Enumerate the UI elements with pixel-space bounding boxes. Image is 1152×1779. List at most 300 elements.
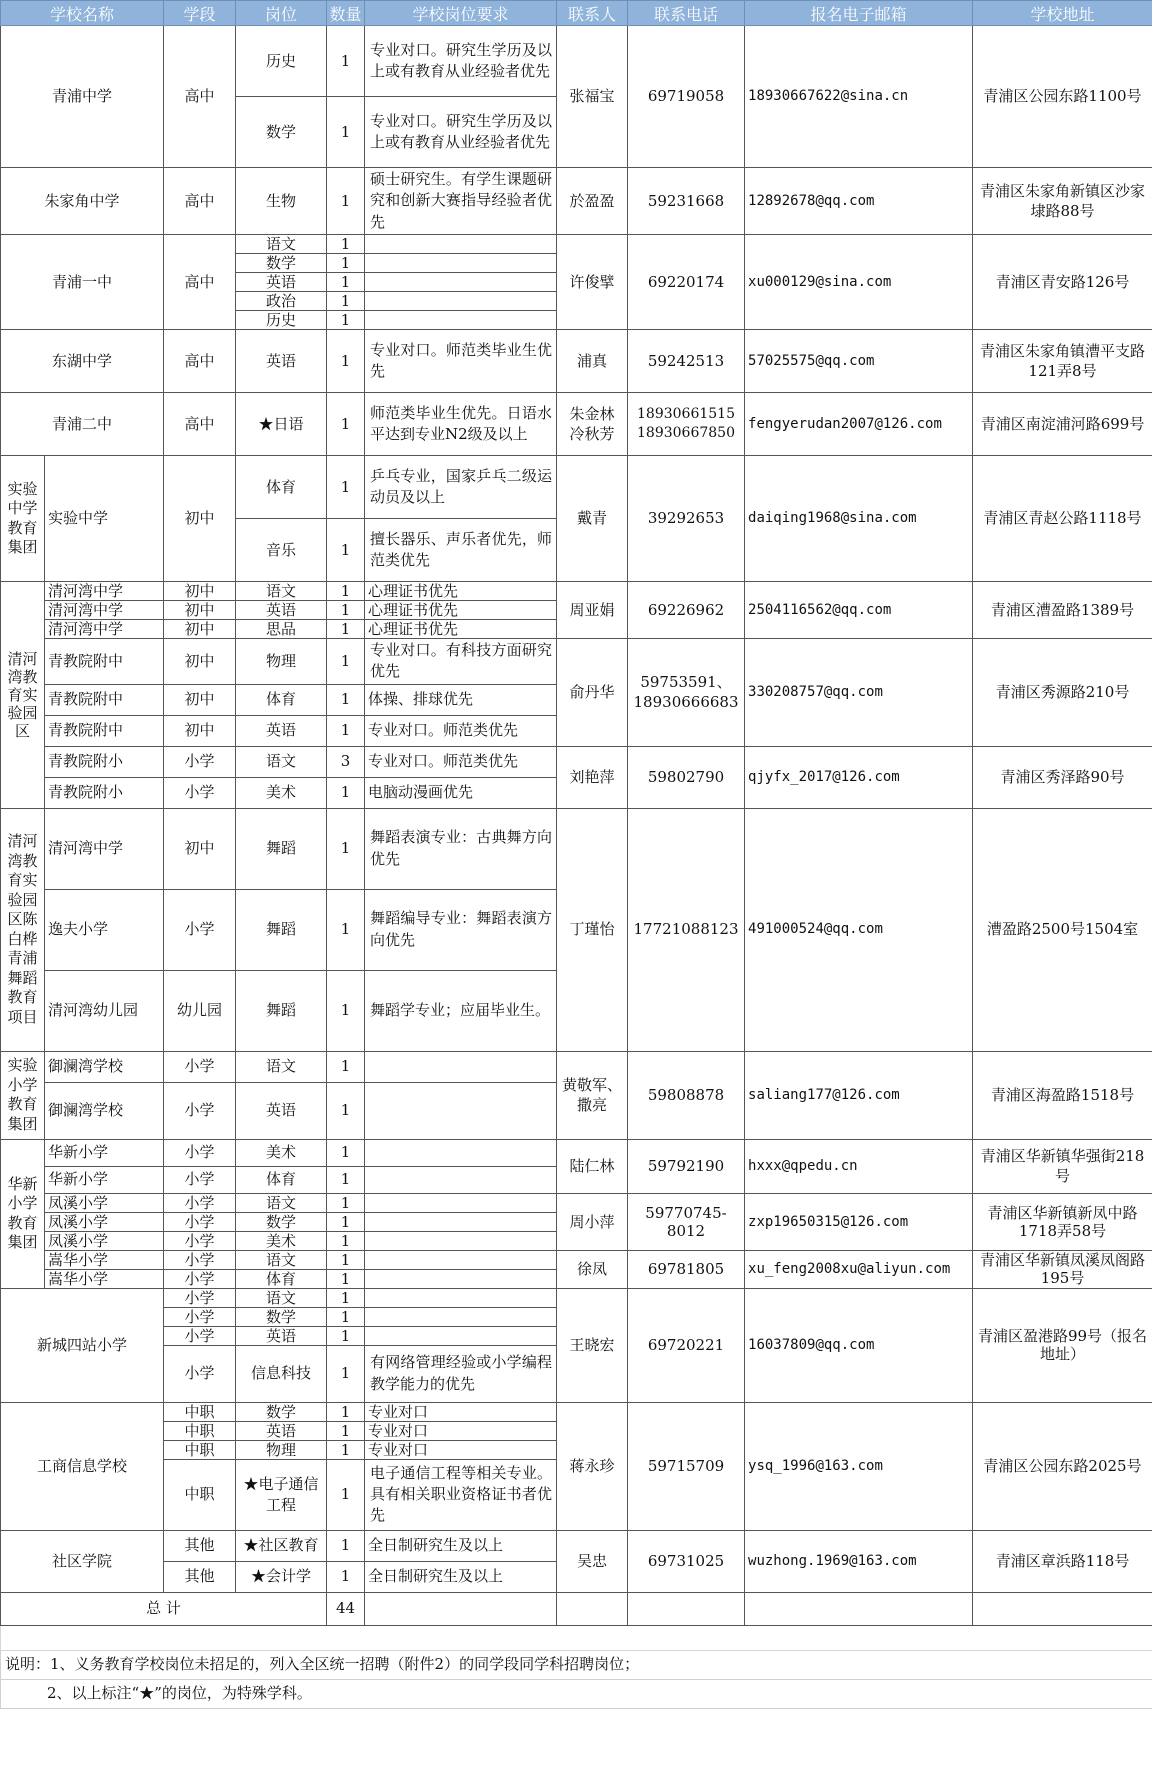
- stage-cell: 高中: [164, 235, 236, 330]
- table-row: [1, 1193, 1152, 1212]
- contact-cell: 黄敬军、撒亮: [557, 1051, 628, 1139]
- count-cell: 1: [327, 235, 365, 254]
- group-name: 华新小学教育集团: [1, 1139, 45, 1288]
- school-name: 清河湾中学: [45, 601, 164, 620]
- stage-cell: 高中: [164, 26, 236, 168]
- post-cell: 思品: [236, 620, 327, 639]
- requirement-cell: [365, 1193, 557, 1212]
- phone-cell: 18930661515 18930667850: [628, 393, 745, 456]
- address-cell: 青浦区公园东路2025号: [973, 1402, 1152, 1530]
- email-cell: 12892678@qq.com: [745, 168, 973, 235]
- total-empty: [557, 1592, 628, 1625]
- address-cell: 青浦区青赵公路1118号: [973, 456, 1152, 582]
- count-cell: 1: [327, 393, 365, 456]
- email-cell: 491000524@qq.com: [745, 808, 973, 1051]
- phone-cell: 59231668: [628, 168, 745, 235]
- header-school-name: 学校名称: [1, 1, 164, 26]
- requirement-cell: 乒乓专业，国家乒乓二级运动员及以上: [365, 456, 557, 519]
- post-cell: 语文: [236, 582, 327, 601]
- contact-cell: 徐凤: [557, 1250, 628, 1288]
- school-name: 青浦二中: [1, 393, 164, 456]
- note-line-2: 2、以上标注“★”的岗位，为特殊学科。: [1, 1679, 1152, 1708]
- school-name: 逸夫小学: [45, 889, 164, 970]
- school-name: 青教院附小: [45, 777, 164, 808]
- stage-cell: 初中: [164, 601, 236, 620]
- contact-cell: 戴青: [557, 456, 628, 582]
- post-cell: 英语: [236, 715, 327, 746]
- phone-cell: 69719058: [628, 26, 745, 168]
- count-cell: 1: [327, 292, 365, 311]
- requirement-cell: [365, 1166, 557, 1193]
- school-name: 青教院附中: [45, 684, 164, 715]
- school-name: 清河湾中学: [45, 582, 164, 601]
- email-cell: daiqing1968@sina.com: [745, 456, 973, 582]
- post-cell: 体育: [236, 456, 327, 519]
- school-name: 朱家角中学: [1, 168, 164, 235]
- count-cell: 1: [327, 1561, 365, 1592]
- stage-cell: 其他: [164, 1561, 236, 1592]
- post-cell: 美术: [236, 1139, 327, 1166]
- address-cell: 青浦区朱家角新镇区沙家埭路88号: [973, 168, 1152, 235]
- count-cell: 1: [327, 1459, 365, 1530]
- count-cell: 1: [327, 1326, 365, 1345]
- contact-cell: 许俊擘: [557, 235, 628, 330]
- count-cell: 1: [327, 1345, 365, 1402]
- school-name: 社区学院: [1, 1530, 164, 1592]
- count-cell: 1: [327, 1288, 365, 1307]
- total-count: 44: [327, 1592, 365, 1625]
- post-cell: ★会计学: [236, 1561, 327, 1592]
- post-cell: 音乐: [236, 519, 327, 582]
- stage-cell: 小学: [164, 777, 236, 808]
- table-row: [1, 393, 1152, 456]
- stage-cell: 小学: [164, 1326, 236, 1345]
- school-name: 凤溪小学: [45, 1231, 164, 1250]
- contact-cell: 周小萍: [557, 1193, 628, 1250]
- count-cell: 1: [327, 1269, 365, 1288]
- address-cell: 青浦区朱家角镇漕平支路121弄8号: [973, 330, 1152, 393]
- post-cell: 英语: [236, 1421, 327, 1440]
- address-cell: 青浦区华新镇新凤中路1718弄58号: [973, 1193, 1152, 1250]
- requirement-cell: 专业对口: [365, 1440, 557, 1459]
- stage-cell: 小学: [164, 1269, 236, 1288]
- count-cell: 1: [327, 168, 365, 235]
- table-row: [1, 1139, 1152, 1166]
- stage-cell: 初中: [164, 620, 236, 639]
- table-row: [1, 26, 1152, 97]
- table-row: [1, 746, 1152, 777]
- school-name: 华新小学: [45, 1139, 164, 1166]
- requirement-cell: 专业对口。研究生学历及以上或有教育从业经验者优先: [365, 26, 557, 97]
- table-row: [1, 1250, 1152, 1269]
- email-cell: 2504116562@qq.com: [745, 582, 973, 639]
- requirement-cell: [365, 235, 557, 254]
- count-cell: 1: [327, 715, 365, 746]
- count-cell: 1: [327, 601, 365, 620]
- table-row: [1, 808, 1152, 889]
- email-cell: hxxx@qpedu.cn: [745, 1139, 973, 1193]
- school-name: 新城四站小学: [1, 1288, 164, 1402]
- stage-cell: 小学: [164, 1166, 236, 1193]
- contact-cell: 朱金林 冷秋芳: [557, 393, 628, 456]
- address-cell: 青浦区青安路126号: [973, 235, 1152, 330]
- school-name: 青教院附小: [45, 746, 164, 777]
- address-cell: 青浦区公园东路1100号: [973, 26, 1152, 168]
- post-cell: 英语: [236, 273, 327, 292]
- phone-cell: 59715709: [628, 1402, 745, 1530]
- count-cell: 1: [327, 684, 365, 715]
- stage-cell: 高中: [164, 393, 236, 456]
- header-requirement: 学校岗位要求: [365, 1, 557, 26]
- count-cell: 1: [327, 1421, 365, 1440]
- email-cell: xu_feng2008xu@aliyun.com: [745, 1250, 973, 1288]
- school-name: 御澜湾学校: [45, 1082, 164, 1139]
- post-cell: 英语: [236, 1326, 327, 1345]
- requirement-cell: 体操、排球优先: [365, 684, 557, 715]
- email-cell: zxp19650315@126.com: [745, 1193, 973, 1250]
- count-cell: 1: [327, 254, 365, 273]
- address-cell: 青浦区章浜路118号: [973, 1530, 1152, 1592]
- phone-cell: 69781805: [628, 1250, 745, 1288]
- count-cell: 1: [327, 1307, 365, 1326]
- requirement-cell: [365, 273, 557, 292]
- count-cell: 1: [327, 889, 365, 970]
- address-cell: 青浦区华新镇凤溪凤阁路195号: [973, 1250, 1152, 1288]
- school-name: 嵩华小学: [45, 1269, 164, 1288]
- count-cell: 1: [327, 1082, 365, 1139]
- requirement-cell: 电脑动漫画优先: [365, 777, 557, 808]
- requirement-cell: [365, 1326, 557, 1345]
- email-cell: fengyerudan2007@126.com: [745, 393, 973, 456]
- requirement-cell: [365, 1307, 557, 1326]
- table-row: [1, 1402, 1152, 1421]
- post-cell: 政治: [236, 292, 327, 311]
- count-cell: 1: [327, 582, 365, 601]
- post-cell: 生物: [236, 168, 327, 235]
- contact-cell: 张福宝: [557, 26, 628, 168]
- count-cell: 1: [327, 1402, 365, 1421]
- requirement-cell: 硕士研究生。有学生课题研究和创新大赛指导经验者优先: [365, 168, 557, 235]
- school-name: 青教院附中: [45, 715, 164, 746]
- requirement-cell: 师范类毕业生优先。日语水平达到专业N2级及以上: [365, 393, 557, 456]
- header-email: 报名电子邮箱: [745, 1, 973, 26]
- count-cell: 3: [327, 746, 365, 777]
- requirement-cell: 舞蹈表演专业：古典舞方向优先: [365, 808, 557, 889]
- requirement-cell: [365, 254, 557, 273]
- table-row: [1, 330, 1152, 393]
- total-empty: [745, 1592, 973, 1625]
- school-name: 凤溪小学: [45, 1193, 164, 1212]
- phone-cell: 59808878: [628, 1051, 745, 1139]
- stage-cell: 小学: [164, 1139, 236, 1166]
- count-cell: 1: [327, 1193, 365, 1212]
- phone-cell: 69720221: [628, 1288, 745, 1402]
- stage-cell: 初中: [164, 715, 236, 746]
- post-cell: 历史: [236, 311, 327, 330]
- school-name: 清河湾幼儿园: [45, 970, 164, 1051]
- school-name: 华新小学: [45, 1166, 164, 1193]
- post-cell: 体育: [236, 684, 327, 715]
- phone-cell: 69220174: [628, 235, 745, 330]
- blank-row: [1, 1625, 1152, 1650]
- stage-cell: 小学: [164, 1307, 236, 1326]
- count-cell: 1: [327, 620, 365, 639]
- contact-cell: 陆仁林: [557, 1139, 628, 1193]
- count-cell: 1: [327, 1139, 365, 1166]
- table-row: [1, 639, 1152, 685]
- header-phone: 联系电话: [628, 1, 745, 26]
- count-cell: 1: [327, 970, 365, 1051]
- stage-cell: 初中: [164, 684, 236, 715]
- address-cell: 青浦区秀泽路90号: [973, 746, 1152, 808]
- requirement-cell: [365, 1231, 557, 1250]
- post-cell: ★日语: [236, 393, 327, 456]
- header-contact: 联系人: [557, 1, 628, 26]
- post-cell: 数学: [236, 1402, 327, 1421]
- post-cell: 语文: [236, 746, 327, 777]
- school-name: 青浦中学: [1, 26, 164, 168]
- count-cell: 1: [327, 808, 365, 889]
- post-cell: 英语: [236, 601, 327, 620]
- count-cell: 1: [327, 311, 365, 330]
- count-cell: 1: [327, 1440, 365, 1459]
- requirement-cell: [365, 1288, 557, 1307]
- school-name: 青浦一中: [1, 235, 164, 330]
- address-cell: 漕盈路2500号1504室: [973, 808, 1152, 1051]
- requirement-cell: [365, 1212, 557, 1231]
- blank-cell: [1, 1625, 1152, 1650]
- post-cell: 数学: [236, 254, 327, 273]
- school-name: 御澜湾学校: [45, 1051, 164, 1082]
- count-cell: 1: [327, 273, 365, 292]
- post-cell: ★社区教育: [236, 1530, 327, 1561]
- stage-cell: 小学: [164, 1345, 236, 1402]
- post-cell: 语文: [236, 1250, 327, 1269]
- address-cell: 青浦区华新镇华强街218号: [973, 1139, 1152, 1193]
- table-row: [1, 1530, 1152, 1561]
- count-cell: 1: [327, 639, 365, 685]
- email-cell: qjyfx_2017@126.com: [745, 746, 973, 808]
- stage-cell: 初中: [164, 639, 236, 685]
- stage-cell: 初中: [164, 582, 236, 601]
- requirement-cell: 有网络管理经验或小学编程教学能力的优先: [365, 1345, 557, 1402]
- post-cell: 舞蹈: [236, 808, 327, 889]
- address-cell: 青浦区漕盈路1389号: [973, 582, 1152, 639]
- group-name: 清河湾教育实验园区: [1, 582, 45, 809]
- stage-cell: 高中: [164, 168, 236, 235]
- post-cell: 语文: [236, 235, 327, 254]
- requirement-cell: [365, 1269, 557, 1288]
- stage-cell: 中职: [164, 1402, 236, 1421]
- email-cell: wuzhong.1969@163.com: [745, 1530, 973, 1592]
- email-cell: ysq_1996@163.com: [745, 1402, 973, 1530]
- requirement-cell: [365, 1250, 557, 1269]
- requirement-cell: 心理证书优先: [365, 582, 557, 601]
- count-cell: 1: [327, 1231, 365, 1250]
- stage-cell: 中职: [164, 1421, 236, 1440]
- count-cell: 1: [327, 330, 365, 393]
- count-cell: 1: [327, 1530, 365, 1561]
- stage-cell: 初中: [164, 808, 236, 889]
- stage-cell: 初中: [164, 456, 236, 582]
- requirement-cell: [365, 292, 557, 311]
- stage-cell: 小学: [164, 889, 236, 970]
- post-cell: 语文: [236, 1193, 327, 1212]
- email-cell: saliang177@126.com: [745, 1051, 973, 1139]
- school-name: 嵩华小学: [45, 1250, 164, 1269]
- requirement-cell: [365, 1139, 557, 1166]
- post-cell: 语文: [236, 1051, 327, 1082]
- email-cell: 18930667622@sina.cn: [745, 26, 973, 168]
- requirement-cell: 专业对口。师范类毕业生优先: [365, 330, 557, 393]
- table-row: [1, 235, 1152, 254]
- requirement-cell: 专业对口: [365, 1402, 557, 1421]
- phone-cell: 59242513: [628, 330, 745, 393]
- post-cell: 舞蹈: [236, 970, 327, 1051]
- phone-cell: 39292653: [628, 456, 745, 582]
- phone-cell: 69226962: [628, 582, 745, 639]
- post-cell: 体育: [236, 1269, 327, 1288]
- post-cell: 美术: [236, 777, 327, 808]
- contact-cell: 周亚娟: [557, 582, 628, 639]
- stage-cell: 小学: [164, 1193, 236, 1212]
- requirement-cell: 全日制研究生及以上: [365, 1530, 557, 1561]
- email-cell: xu000129@sina.com: [745, 235, 973, 330]
- note-line-1: 说明：1、义务教育学校岗位未招足的，列入全区统一招聘（附件2）的同学段同学科招聘岗位；: [1, 1650, 1152, 1679]
- phone-cell: 69731025: [628, 1530, 745, 1592]
- school-name: 清河湾中学: [45, 808, 164, 889]
- stage-cell: 小学: [164, 1212, 236, 1231]
- requirement-cell: 全日制研究生及以上: [365, 1561, 557, 1592]
- post-cell: 信息科技: [236, 1345, 327, 1402]
- count-cell: 1: [327, 26, 365, 97]
- contact-cell: 刘艳萍: [557, 746, 628, 808]
- school-name: 实验中学: [45, 456, 164, 582]
- stage-cell: 小学: [164, 1082, 236, 1139]
- group-name: 实验中学教育集团: [1, 456, 45, 582]
- requirement-cell: 舞蹈学专业；应届毕业生。: [365, 970, 557, 1051]
- requirement-cell: 专业对口。师范类优先: [365, 715, 557, 746]
- stage-cell: 小学: [164, 1250, 236, 1269]
- requirement-cell: 心理证书优先: [365, 601, 557, 620]
- count-cell: 1: [327, 777, 365, 808]
- stage-cell: 中职: [164, 1440, 236, 1459]
- table-row: [1, 1288, 1152, 1307]
- post-cell: 物理: [236, 639, 327, 685]
- post-cell: 英语: [236, 1082, 327, 1139]
- header-post: 岗位: [236, 1, 327, 26]
- address-cell: 青浦区南淀浦河路699号: [973, 393, 1152, 456]
- count-cell: 1: [327, 456, 365, 519]
- school-name: 东湖中学: [1, 330, 164, 393]
- stage-cell: 小学: [164, 1288, 236, 1307]
- address-cell: 青浦区盈港路99号（报名地址）: [973, 1288, 1152, 1402]
- header-row: [1, 1, 1152, 26]
- stage-cell: 高中: [164, 330, 236, 393]
- table-row: [1, 456, 1152, 519]
- phone-cell: 59792190: [628, 1139, 745, 1193]
- total-empty: [973, 1592, 1152, 1625]
- address-cell: 青浦区海盈路1518号: [973, 1051, 1152, 1139]
- requirement-cell: 舞蹈编导专业：舞蹈表演方向优先: [365, 889, 557, 970]
- count-cell: 1: [327, 1212, 365, 1231]
- group-name: 清河湾教育实验园区陈白桦青浦舞蹈教育项目: [1, 808, 45, 1051]
- table-row: [1, 168, 1152, 235]
- phone-cell: 59802790: [628, 746, 745, 808]
- post-cell: 英语: [236, 330, 327, 393]
- contact-cell: 蒋永珍: [557, 1402, 628, 1530]
- stage-cell: 小学: [164, 746, 236, 777]
- requirement-cell: 专业对口。师范类优先: [365, 746, 557, 777]
- post-cell: ★电子通信工程: [236, 1459, 327, 1530]
- header-stage: 学段: [164, 1, 236, 26]
- header-address: 学校地址: [973, 1, 1152, 26]
- contact-cell: 於盈盈: [557, 168, 628, 235]
- post-cell: 数学: [236, 1212, 327, 1231]
- stage-cell: 幼儿园: [164, 970, 236, 1051]
- stage-cell: 小学: [164, 1231, 236, 1250]
- total-row: [1, 1592, 1152, 1625]
- requirement-cell: [365, 1082, 557, 1139]
- phone-cell: 17721088123: [628, 808, 745, 1051]
- post-cell: 历史: [236, 26, 327, 97]
- post-cell: 美术: [236, 1231, 327, 1250]
- requirement-cell: 心理证书优先: [365, 620, 557, 639]
- header-count: 数量: [327, 1, 365, 26]
- school-name: 青教院附中: [45, 639, 164, 685]
- total-empty: [628, 1592, 745, 1625]
- requirement-cell: 专业对口。有科技方面研究优先: [365, 639, 557, 685]
- email-cell: 57025575@qq.com: [745, 330, 973, 393]
- requirement-cell: [365, 311, 557, 330]
- contact-cell: 吴忠: [557, 1530, 628, 1592]
- contact-cell: 俞丹华: [557, 639, 628, 747]
- table-row: [1, 582, 1152, 601]
- school-name: 清河湾中学: [45, 620, 164, 639]
- total-empty: [365, 1592, 557, 1625]
- count-cell: 1: [327, 97, 365, 168]
- requirement-cell: 专业对口。研究生学历及以上或有教育从业经验者优先: [365, 97, 557, 168]
- count-cell: 1: [327, 1250, 365, 1269]
- school-name: 凤溪小学: [45, 1212, 164, 1231]
- post-cell: 物理: [236, 1440, 327, 1459]
- table-row: [1, 1051, 1152, 1082]
- group-name: 实验小学教育集团: [1, 1051, 45, 1139]
- contact-cell: 丁瑾怡: [557, 808, 628, 1051]
- contact-cell: 浦真: [557, 330, 628, 393]
- stage-cell: 小学: [164, 1051, 236, 1082]
- post-cell: 舞蹈: [236, 889, 327, 970]
- post-cell: 数学: [236, 1307, 327, 1326]
- contact-cell: 王晓宏: [557, 1288, 628, 1402]
- email-cell: 330208757@qq.com: [745, 639, 973, 747]
- stage-cell: 中职: [164, 1459, 236, 1530]
- notes-row: [1, 1679, 1152, 1708]
- count-cell: 1: [327, 519, 365, 582]
- email-cell: 16037809@qq.com: [745, 1288, 973, 1402]
- post-cell: 语文: [236, 1288, 327, 1307]
- stage-cell: 其他: [164, 1530, 236, 1561]
- phone-cell: 59753591、18930666683: [628, 639, 745, 747]
- post-cell: 数学: [236, 97, 327, 168]
- school-name: 工商信息学校: [1, 1402, 164, 1530]
- requirement-cell: 擅长器乐、声乐者优先，师范类优先: [365, 519, 557, 582]
- address-cell: 青浦区秀源路210号: [973, 639, 1152, 747]
- total-label: 总 计: [1, 1592, 327, 1625]
- requirement-cell: 专业对口: [365, 1421, 557, 1440]
- count-cell: 1: [327, 1051, 365, 1082]
- notes-row: [1, 1650, 1152, 1679]
